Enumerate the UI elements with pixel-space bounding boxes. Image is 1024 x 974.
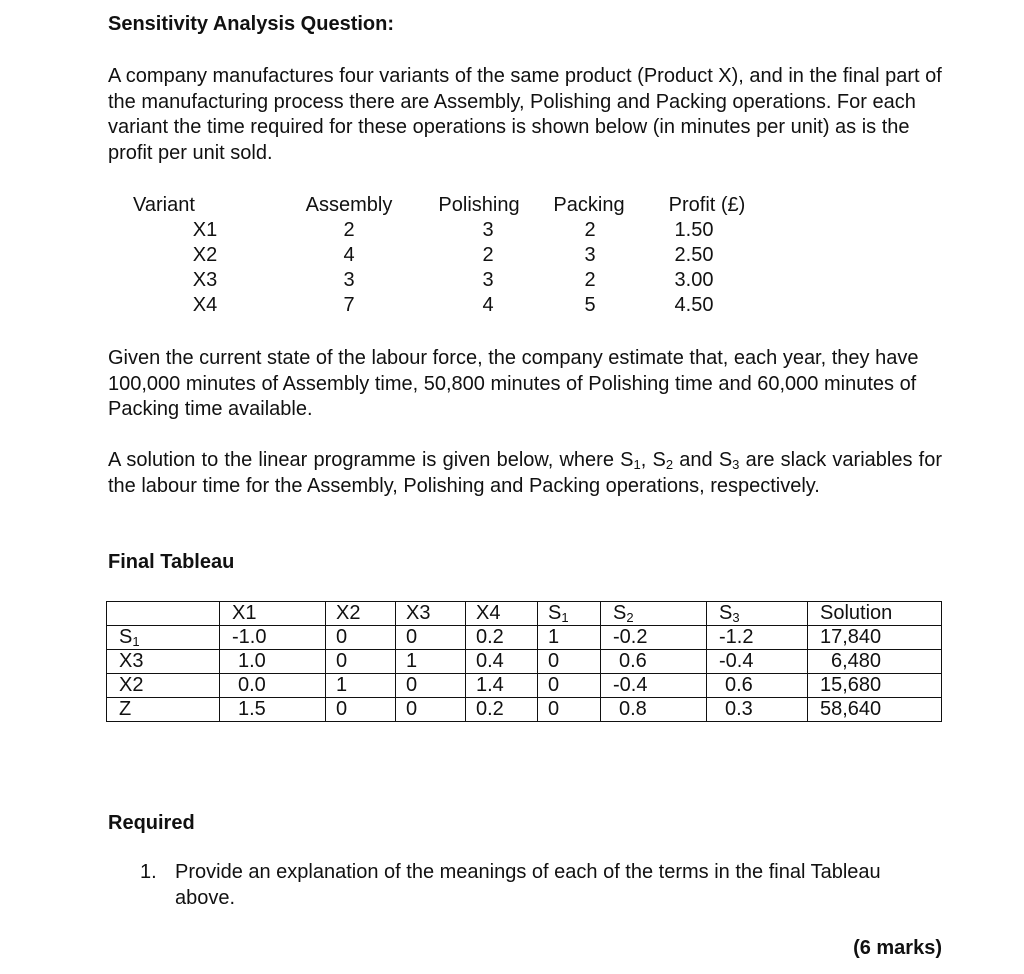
tableau-header-corner: [107, 602, 220, 626]
tableau-row: [107, 698, 942, 722]
variants-table: [0, 0, 1024, 330]
tableau-cell: 17,840: [808, 626, 942, 650]
tableau-header-s2: $S_2$: [601, 602, 707, 626]
tableau-cell: 15,680: [808, 674, 942, 698]
tableau-cell: 1: [326, 674, 396, 698]
tableau-cell: 1: [396, 650, 466, 674]
variants-header-polishing: Polishing: [438, 194, 520, 216]
tableau-cell: -1.2: [707, 626, 808, 650]
tableau-cell: 6,480: [808, 650, 942, 674]
tableau-row: [107, 674, 942, 698]
variants-row-2-profit: 2.50: [674, 244, 714, 266]
required-heading: Required: [108, 812, 195, 834]
tableau-cell: -0.2: [601, 626, 707, 650]
variants-row-3-assembly: 3: [343, 269, 355, 291]
document-title: Sensitivity Analysis Question:: [108, 13, 395, 35]
variants-row-2-polishing: 2: [482, 244, 494, 266]
tableau-cell: 0: [538, 698, 601, 722]
variants-row-4-packing: 5: [584, 294, 596, 316]
tableau-cell: 0.6: [707, 674, 808, 698]
tableau-cell: 0: [538, 674, 601, 698]
tableau-cell: 0.8: [601, 698, 707, 722]
intro-paragraph: A company manufactures four variants of the same product (Product X), and in the final part of the manufacturing process there are Assembly, Polishing and Packing operations. For each variant the time required for these operations is shown below (in minutes per unit) as is the profit per unit sold.: [108, 65, 942, 164]
tableau-cell: 0: [396, 698, 466, 722]
tableau-cell: 1.4: [466, 674, 538, 698]
tableau-row-label: X3: [107, 650, 220, 674]
variants-row-1-variant: X1: [192, 219, 218, 241]
variants-row-1-assembly: 2: [343, 219, 355, 241]
variants-row-3-polishing: 3: [482, 269, 494, 291]
question-number: 1.: [140, 861, 157, 883]
variants-header-variant: Variant: [133, 194, 195, 216]
tableau-cell: 0.2: [466, 698, 538, 722]
question-text: Provide an explanation of the meanings of each of the terms in the final Tableau above.: [175, 861, 881, 909]
tableau-row-label: Z: [107, 698, 220, 722]
variants-row-1-profit: 1.50: [674, 219, 714, 241]
tableau-cell: 1: [538, 626, 601, 650]
variants-row-4-variant: X4: [192, 294, 218, 316]
tableau-cell: 0.2: [466, 626, 538, 650]
tableau-header-x4: X4: [466, 602, 538, 626]
tableau-cell: 0.3: [707, 698, 808, 722]
tableau-cell: 0.4: [466, 650, 538, 674]
tableau-header-x1: X1: [220, 602, 326, 626]
variants-row-1-packing: 2: [584, 219, 596, 241]
tableau-header-x3: X3: [396, 602, 466, 626]
tableau-cell: 58,640: [808, 698, 942, 722]
variants-row-3-variant: X3: [192, 269, 218, 291]
labour-paragraph: Given the current state of the labour force, the company estimate that, each year, they have 100,000 minutes of Assembly time, 50,800 minutes of Polishing time and 60,000 minutes of Packing time available.: [108, 347, 919, 420]
variants-row-1-polishing: 3: [482, 219, 494, 241]
tableau-header-s3: $S_3$: [707, 602, 808, 626]
tableau-cell: -0.4: [601, 674, 707, 698]
solution-paragraph: A solution to the linear programme is given below, where $S_1$, $S_2$ and $S_3$ are slack variables for the labour time for the Assembly, Polishing and Packing operations, respectively.: [108, 449, 942, 497]
variants-row-4-polishing: 4: [482, 294, 494, 316]
tableau-cell: -1.0: [220, 626, 326, 650]
variants-row-3-packing: 2: [584, 269, 596, 291]
tableau-row-label: $S_1$: [107, 626, 220, 650]
tableau-row: [107, 626, 942, 650]
tableau-cell: 1.0: [220, 650, 326, 674]
tableau-cell: 0: [326, 698, 396, 722]
question-marks: (6 marks): [853, 937, 942, 959]
tableau-header-s1: $S_1$: [538, 602, 601, 626]
tableau-header-row: [107, 602, 942, 626]
tableau-cell: 0.6: [601, 650, 707, 674]
tableau-header-x2: X2: [326, 602, 396, 626]
tableau-cell: 0.0: [220, 674, 326, 698]
tableau-cell: 0: [326, 626, 396, 650]
final-tableau-heading: Final Tableau: [108, 551, 235, 573]
tableau-header-solution: Solution: [808, 602, 942, 626]
variants-row-2-variant: X2: [192, 244, 218, 266]
variants-header-assembly: Assembly: [305, 194, 393, 216]
final-tableau-table: [106, 601, 942, 722]
tableau-cell: -0.4: [707, 650, 808, 674]
variants-header-packing: Packing: [553, 194, 625, 216]
tableau-cell: 1.5: [220, 698, 326, 722]
tableau-cell: 0: [396, 626, 466, 650]
variants-row-4-profit: 4.50: [674, 294, 714, 316]
tableau-cell: 0: [538, 650, 601, 674]
tableau-row-label: X2: [107, 674, 220, 698]
tableau-cell: 0: [326, 650, 396, 674]
variants-row-2-assembly: 4: [343, 244, 355, 266]
variants-header-profit: Profit (£): [668, 194, 746, 216]
variants-row-4-assembly: 7: [343, 294, 355, 316]
variants-row-3-profit: 3.00: [674, 269, 714, 291]
variants-row-2-packing: 3: [584, 244, 596, 266]
tableau-cell: 0: [396, 674, 466, 698]
tableau-row: [107, 650, 942, 674]
